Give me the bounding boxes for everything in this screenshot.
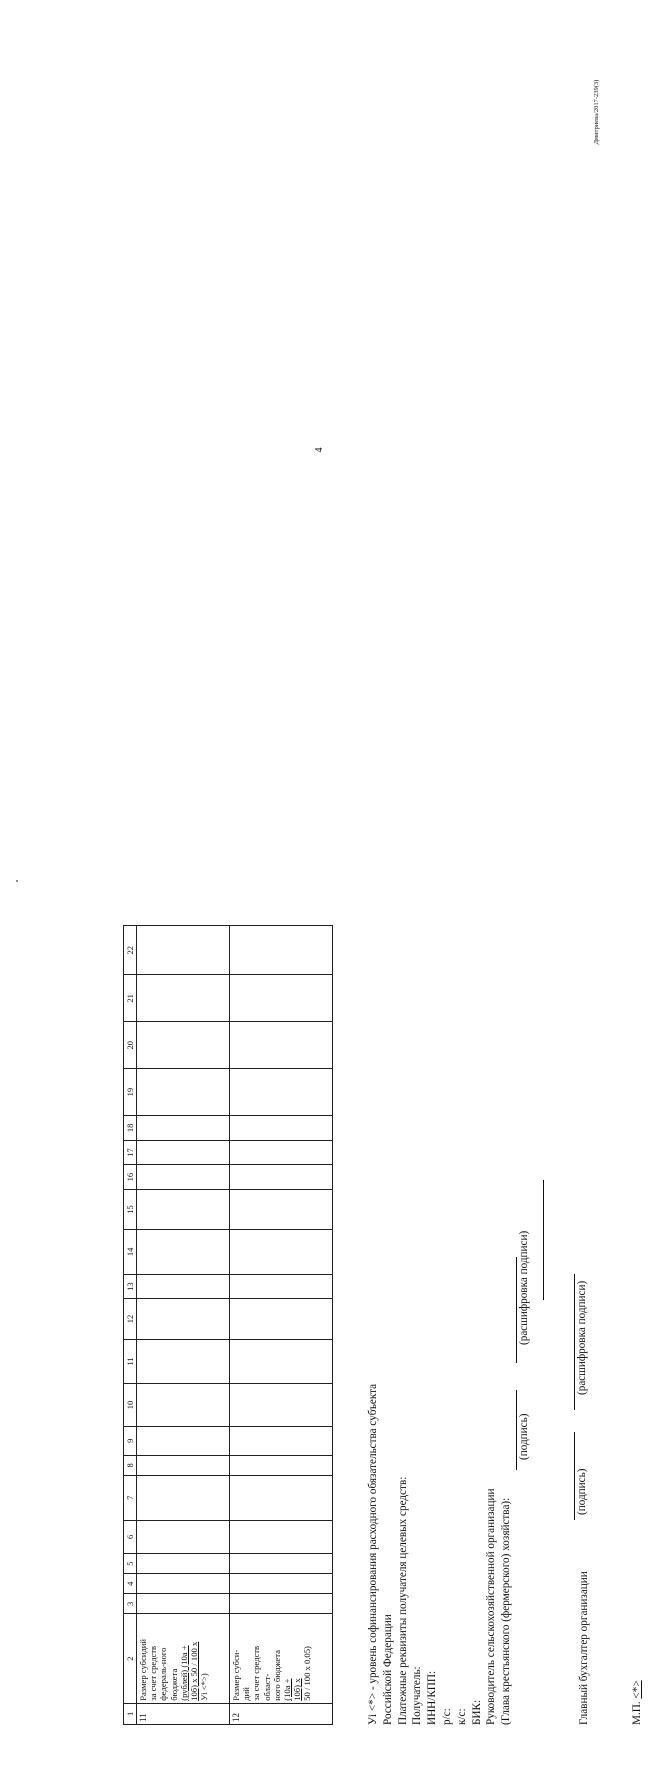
header-cell: 5 — [124, 1554, 137, 1574]
header-cell: 20 — [124, 1022, 137, 1069]
stamp-place — [631, 1680, 643, 1725]
empty-value-cell — [230, 1140, 333, 1165]
scan-speck — [16, 880, 18, 882]
table-row — [230, 926, 333, 1725]
header-cell: 18 — [124, 1116, 137, 1141]
empty-value-cell — [137, 1189, 230, 1229]
description-line: 50 / 100 x 0,05) — [302, 1646, 313, 1701]
empty-value-cell — [137, 975, 230, 1022]
description-line: (10а + — [282, 1678, 293, 1701]
header-cell: 8 — [124, 1455, 137, 1475]
description-line: област- — [261, 1673, 272, 1701]
header-cell: 14 — [124, 1230, 137, 1275]
description-line: 10б) x 50 / 100 x — [189, 1641, 200, 1701]
inn-kpp-label: ИНН/КПП: — [426, 1670, 439, 1725]
accountant-signature-caption: (подпись) — [576, 1468, 588, 1515]
empty-value-cell — [137, 1384, 230, 1426]
header-cell: 7 — [124, 1475, 137, 1520]
row-number-cell: 12 — [230, 1703, 333, 1724]
empty-value-cell — [230, 1189, 333, 1229]
empty-value-cell — [137, 1274, 230, 1299]
head-signature-line — [516, 1390, 517, 1470]
stamp-label: М.П. — [631, 1701, 643, 1725]
header-cell: 4 — [124, 1574, 137, 1594]
row-description-cell — [230, 1614, 333, 1703]
empty-value-cell — [137, 1230, 230, 1275]
empty-value-cell — [137, 1520, 230, 1554]
head-signature-caption: (подпись) — [518, 1413, 530, 1460]
empty-value-cell — [137, 1455, 230, 1475]
header-cell: 10 — [124, 1384, 137, 1426]
payment-details-heading: Платежные реквизиты получателя целевых средств: — [396, 1476, 409, 1725]
empty-value-cell — [230, 1116, 333, 1141]
empty-value-cell — [137, 1022, 230, 1069]
accountant-transcript-caption: (расшифровка подписи) — [576, 1280, 588, 1395]
head-label-line-2: (Глава крестьянского (фермерского) хозяйства): — [500, 1497, 513, 1725]
empty-value-cell — [137, 1116, 230, 1141]
description-line: дий — [241, 1687, 252, 1701]
empty-value-cell — [230, 1384, 333, 1426]
notes-block — [366, 925, 514, 1725]
empty-value-cell — [137, 1140, 230, 1165]
description-line: за счет средств — [251, 1645, 262, 1701]
empty-value-cell — [230, 1455, 333, 1475]
header-cell: 21 — [124, 975, 137, 1022]
description-line: 10б) x — [292, 1678, 303, 1701]
header-cell: 9 — [124, 1426, 137, 1455]
empty-value-cell — [137, 1594, 230, 1614]
empty-value-cell — [137, 1475, 230, 1520]
header-cell: 3 — [124, 1594, 137, 1614]
head-transcript-caption: (расшифровка подписи) — [518, 1230, 530, 1345]
bik-label: БИК: — [470, 1699, 483, 1725]
head-label-line-1: Руководитель сельскохозяйственной организации — [485, 1488, 498, 1725]
header-cell: 6 — [124, 1520, 137, 1554]
empty-value-cell — [137, 1426, 230, 1455]
accountant-signature-line — [574, 1432, 575, 1520]
header-cell: 15 — [124, 1189, 137, 1229]
rotated-landscape-content — [100, 925, 660, 1765]
empty-value-cell — [137, 1339, 230, 1384]
empty-value-cell — [137, 926, 230, 975]
stamp-footnote-ref[interactable]: <*> — [631, 1680, 643, 1699]
empty-value-cell — [230, 1574, 333, 1594]
description-line: за счет средств — [148, 1645, 159, 1701]
empty-value-cell — [137, 1574, 230, 1594]
row-description-cell — [137, 1614, 230, 1703]
document-id: Дмитриева/2017-239(3) — [593, 79, 600, 145]
table-row — [137, 926, 230, 1725]
footnote-line-2: Российской Федерации — [381, 1614, 394, 1725]
header-cell: 11 — [124, 1339, 137, 1384]
header-cell: 17 — [124, 1140, 137, 1165]
header-cell: 1 — [124, 1703, 137, 1724]
empty-value-cell — [230, 1475, 333, 1520]
empty-value-cell — [230, 1554, 333, 1574]
footnote-line-1: Уi <*> - уровень софинансирования расходного обязательства субъекта — [367, 1383, 379, 1725]
table-header-row — [124, 926, 137, 1725]
correspondent-account-label: к/с: — [455, 1708, 468, 1725]
header-cell: 22 — [124, 926, 137, 975]
header-cell: 13 — [124, 1274, 137, 1299]
description-line: бюджета — [168, 1668, 179, 1701]
head-transcript-line-extended — [543, 1180, 544, 1300]
description-line: Размер субси- — [231, 1649, 241, 1701]
empty-value-cell — [230, 1022, 333, 1069]
page-number: 4 — [314, 447, 325, 453]
empty-value-cell — [230, 1274, 333, 1299]
empty-value-cell — [230, 1426, 333, 1455]
empty-value-cell — [230, 1069, 333, 1116]
empty-value-cell — [230, 926, 333, 975]
header-cell: 16 — [124, 1165, 137, 1190]
empty-value-cell — [137, 1554, 230, 1574]
row-number-cell: 11 — [137, 1703, 230, 1724]
header-cell: 2 — [124, 1614, 137, 1703]
empty-value-cell — [230, 1520, 333, 1554]
settlement-account-label: р/с: — [440, 1708, 453, 1725]
empty-value-cell — [137, 1299, 230, 1339]
description-line: федераль-ного — [158, 1647, 169, 1701]
description-line: Уi <*>) — [199, 1673, 210, 1701]
empty-value-cell — [230, 1230, 333, 1275]
description-line: Размер субсидий — [138, 1638, 148, 1701]
empty-value-cell — [230, 975, 333, 1022]
header-cell: 12 — [124, 1299, 137, 1339]
recipient-label: Получатель: — [411, 1666, 424, 1725]
description-line: ного бюджета — [271, 1650, 282, 1701]
accountant-transcript-line — [574, 1274, 575, 1410]
empty-value-cell — [137, 1069, 230, 1116]
subsidy-table — [123, 925, 333, 1725]
empty-value-cell — [230, 1299, 333, 1339]
description-line: (рублей) (10а + — [178, 1645, 189, 1701]
chief-accountant-label: Главный бухгалтер организации — [578, 1571, 590, 1725]
empty-value-cell — [230, 1165, 333, 1190]
empty-value-cell — [230, 1339, 333, 1384]
empty-value-cell — [230, 1594, 333, 1614]
header-cell: 19 — [124, 1069, 137, 1116]
empty-value-cell — [137, 1165, 230, 1190]
head-transcript-line — [516, 1257, 517, 1363]
